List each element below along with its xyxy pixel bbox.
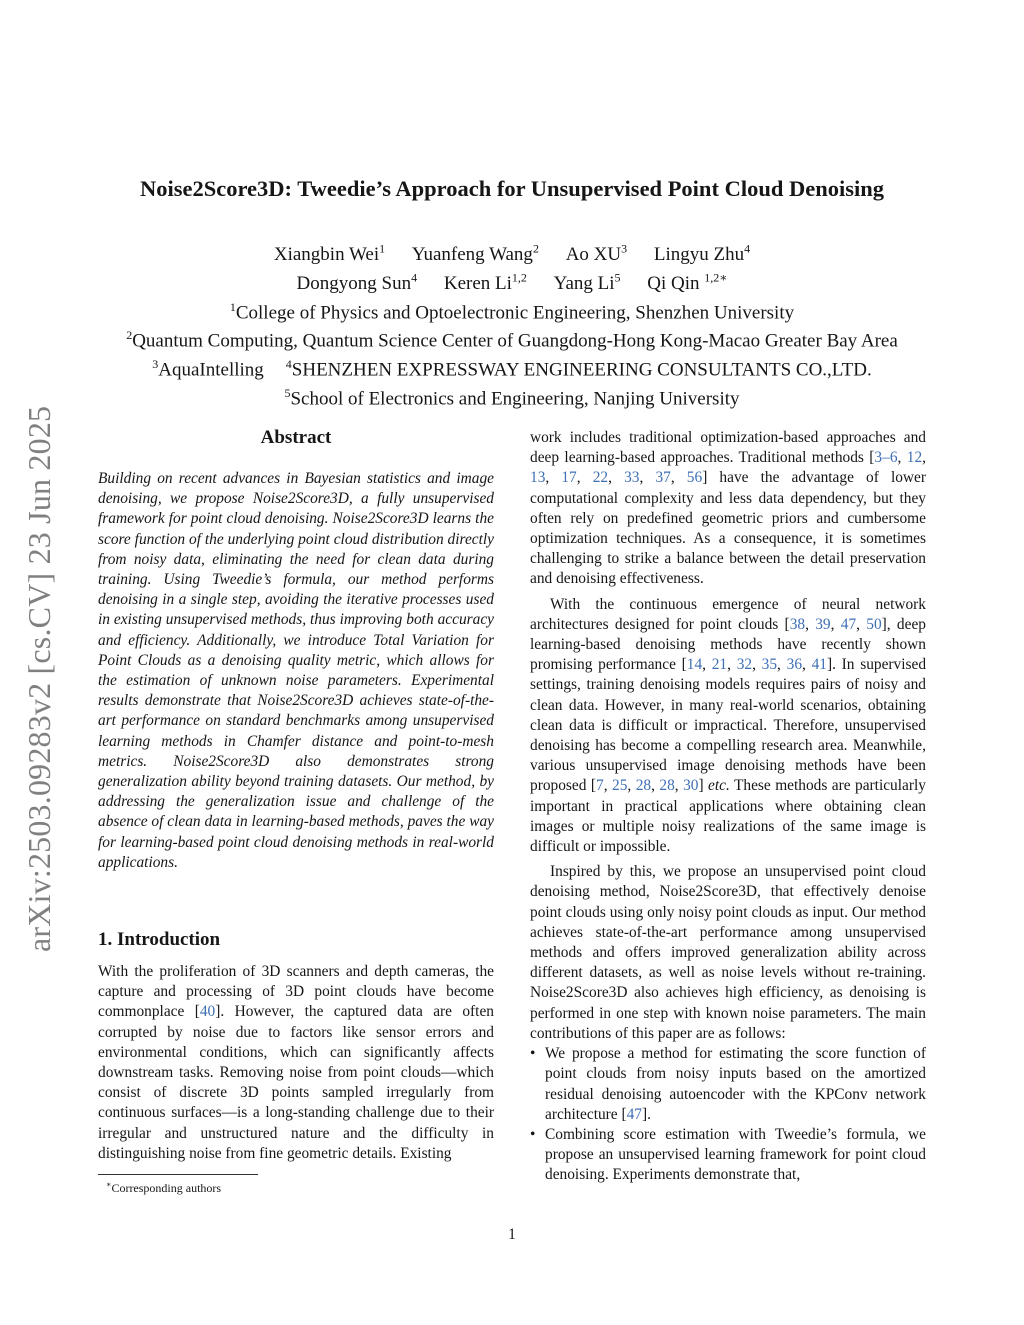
citation-link[interactable]: 39 — [815, 615, 831, 633]
citation-link[interactable]: 25 — [612, 777, 628, 795]
paper-title: Noise2Score3D: Tweedie’s Approach for Unsupervised Point Cloud Denoising — [139, 176, 884, 201]
paragraph: work includes traditional optimization-based approaches and deep learning-based approaches. Traditional methods [3–6, 12, 13, 17, 22, 33, 37, 56] have the advantage of lower computational complexity and less data dependency, but they often rely on predefined geometric priors and cumbersome optimization techniques. As a consequence, it is sometimes challenging to strike a balance between the detail preservation and denoising effectiveness. — [530, 429, 926, 588]
list-item: • Combining score estimation with Tweedie’s formula, we propose an unsupervised learning framework for point cloud denoising. Experiments demonstrate that, — [530, 1125, 926, 1186]
footnote: ∗Corresponding authors — [106, 1180, 222, 1195]
author-row-1 — [60, 238, 964, 267]
author: Xiangbin Wei$^1$ — [273, 242, 386, 266]
author-row-2 — [60, 267, 964, 296]
citation-link[interactable]: 3–6 — [874, 449, 898, 467]
citation-link[interactable]: 14 — [686, 656, 703, 674]
author: Ao $XU^3$ — [565, 242, 628, 266]
citation-link[interactable]: 36 — [786, 656, 803, 674]
right-column — [530, 428, 926, 1186]
citation-link[interactable]: 37 — [655, 469, 671, 487]
abstract-text: Building on recent advances in Bayesian statistics and image denoising, we propose Noise2Score3D, a fully unsupervised framework for point cloud denoising. Noise2Score3D learns the score function of the underlying point cloud distribution directly from noisy data, eliminating the need for clean data during training. Using Tweedie’s formula, our method performs denoising in a single step, avoiding the iterative processes used in existing unsupervised methods, thus improving both accuracy and efficiency. Additionally, we introduce Total Variation for Point Clouds as a denoising quality metric, which allows for the estimation of unknown noise parameters. Experimental results demonstrate that Noise2Score3D achieves state-of-the-art performance on standard benchmarks among unsupervised learning methods in Chamfer distance and point-to-mesh metrics. Noise2Score3D also demonstrates strong generalization ability beyond training datasets. Our method, by addressing the generalization issue and challenge of the absence of clean data in learning-based methods, paves the way for learning-based point cloud denoising methods in real-world applications. — [98, 470, 494, 871]
citation-link[interactable]: 12 — [906, 449, 923, 467]
citation-link[interactable]: 38 — [789, 615, 806, 633]
paragraph: Inspired by this, we propose an unsupervised point cloud denoising method, Noise2Score3D, that effectively denoise point clouds using only noisy point clouds as input. Our method achieves state-of-the-art performance among unsupervised methods and offers improved generalization ability across different datasets, as well as noise levels without re-training. Noise2Score3D also achieves high efficiency, as denoising is performed in one step with known noise parameters. The main contributions of this paper are as follows: — [530, 863, 926, 1042]
citation-link[interactable]: 35 — [761, 656, 778, 674]
citation-link[interactable]: 56 — [686, 469, 703, 487]
section-heading-introduction: 1. Introduction — [98, 929, 221, 950]
contributions-list — [530, 1044, 926, 1185]
author: Keren Li$^{1,2}$ — [443, 270, 527, 295]
citation-link[interactable]: 41 — [811, 656, 827, 674]
citation-link[interactable]: 32 — [736, 656, 753, 674]
affiliation: $^2$Quantum Computing, Quantum Science Center of Guangdong-Hong Kong-Macao Greater Bay Area — [126, 328, 898, 352]
citation-link[interactable]: 47 — [626, 1105, 642, 1123]
page-number: 1 — [508, 1226, 516, 1243]
intro-paragraph: With the proliferation of 3D scanners and depth cameras, the capture and processing of 3D point clouds have become commonplace [40]. However, the captured data are often corrupted by noise due to factors like sensor errors and environmental conditions, which can significantly affects downstream tasks. Removing noise from point clouds—which consist of discrete 3D points sampled irregularly from continuous surfaces—is a long-standing challenge due to their irregular and unstructured nature and the difficulty in distinguishing noise from fine geometric details. Existing — [98, 963, 494, 1162]
affiliation: $^5$School of Electronics and Engineering, Nanjing University — [284, 386, 740, 410]
citation-link[interactable]: 13 — [530, 469, 546, 487]
author: Dongyong Sun$^4$ — [296, 270, 418, 295]
author: Qi Qin $^{1,2∗}$ — [647, 270, 728, 295]
citation-link[interactable]: 33 — [624, 469, 640, 487]
affiliation: $^1$College of Physics and Optoelectronic Engineering, Shenzhen University — [229, 299, 795, 323]
paragraph: With the continuous emergence of neural network architectures designed for point clouds [38, 39, 47, 50], deep learning-based denoising methods have recently shown promising performance [14, 21, 32, 35, 36, 41]. In supervised settings, training denoising models requires pairs of noisy and clean data. However, in many real-world scenarios, obtaining clean data is difficult or impractical. Therefore, unsupervised denoising has become a compelling research area. Meanwhile, various unsupervised image denoising methods have been proposed [7, 25, 28, 28, 30] etc. These methods are particularly important in practical applications where obtaining clean images or multiple noisy realizations of the same image is difficult or impossible. — [530, 595, 927, 856]
author: Yang Li$^5$ — [553, 270, 621, 295]
author: Lingyu Zhu$^4$ — [653, 242, 751, 266]
citation-link[interactable]: 47 — [840, 615, 857, 633]
citation-link[interactable]: 28 — [635, 777, 652, 795]
citation-link[interactable]: 7 — [596, 777, 604, 795]
author: Yuanfeng Wang$^2$ — [411, 242, 539, 266]
footnote-rule — [98, 1174, 258, 1175]
affiliation: $^3$AquaIntelling $^4$SHENZHEN EXPRESSWAY ENGINEERING CONSULTANTS CO.,LTD. — [152, 357, 872, 381]
citation-link[interactable]: 50 — [866, 615, 882, 633]
citation-link[interactable]: 17 — [561, 469, 577, 487]
arxiv-stamp — [16, 372, 62, 952]
arxiv-id: arXiv:2503.09283v2 [cs.CV] 23 Jun 2025 — [21, 405, 57, 952]
citation-link[interactable]: 22 — [592, 469, 609, 487]
abstract-heading: Abstract — [260, 427, 332, 448]
citation-link[interactable]: 30 — [683, 777, 699, 795]
citation-link[interactable]: 40 — [199, 1003, 216, 1021]
list-item: • We propose a method for estimating the score function of point clouds from noisy inputs based on the amortized residual denoising autoencoder with the KPConv network architecture [47]. — [530, 1044, 926, 1125]
citation-link[interactable]: 28 — [659, 777, 675, 795]
citation-link[interactable]: 21 — [711, 656, 728, 674]
author-block — [60, 238, 964, 411]
